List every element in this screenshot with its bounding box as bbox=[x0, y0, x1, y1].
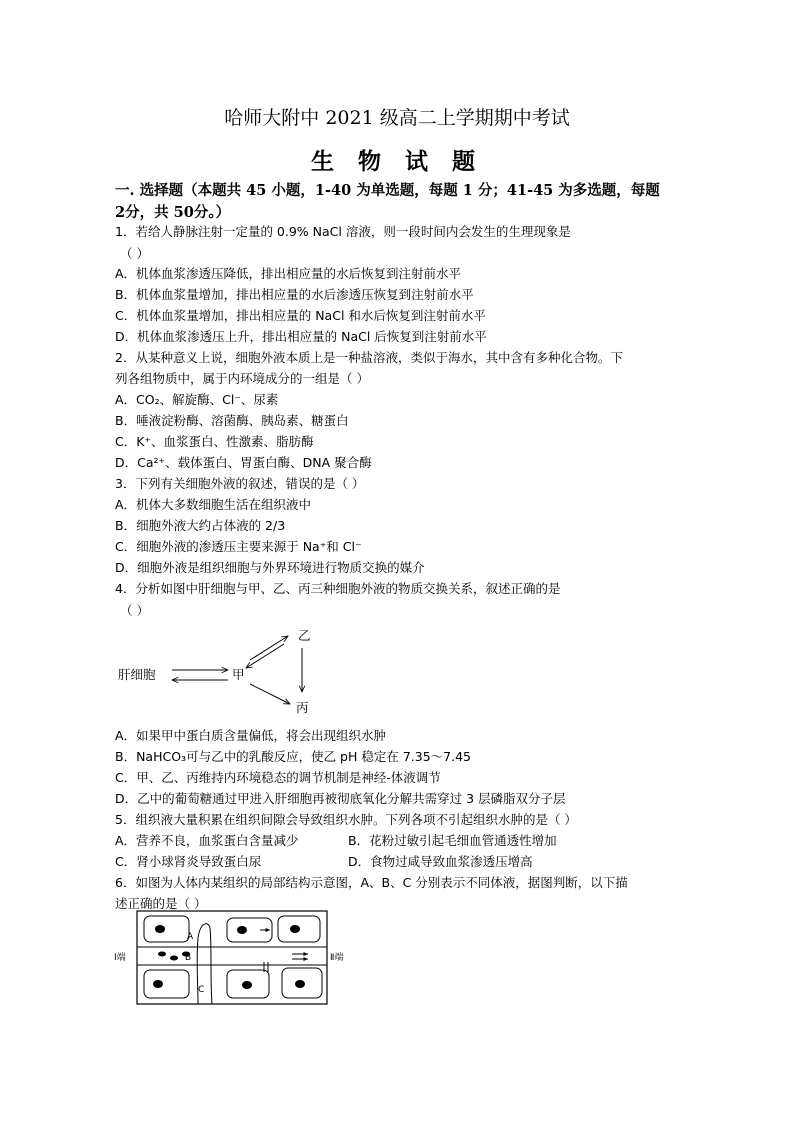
q5-option-b: B．花粉过敏引起毛细血管通透性增加 bbox=[348, 833, 557, 848]
cell-nucleus bbox=[242, 981, 252, 989]
cell-nucleus bbox=[153, 980, 163, 988]
q3-option-c: C．细胞外液的渗透压主要来源于 Na⁺和 Cl⁻ bbox=[115, 539, 362, 554]
q6-tissue-structure-diagram bbox=[112, 908, 362, 1008]
cell-nucleus bbox=[290, 925, 300, 933]
arrow-yi-to-jia bbox=[246, 644, 284, 668]
q4-stem: 4．分析如图中肝细胞与甲、乙、丙三种细胞外液的物质交换关系，叙述正确的是 bbox=[115, 581, 561, 596]
section-heading-line1: 一. 选择题（本题共 45 小题，1-40 为单选题，每题 1 分；41-45 为多选题，每题 bbox=[115, 182, 660, 199]
q3-option-b: B．细胞外液大约占体液的 2/3 bbox=[115, 518, 286, 533]
q2-stem-line1: 2．从某种意义上说，细胞外液本质上是一种盐溶液，类似于海水，其中含有多种化合物。下 bbox=[115, 350, 623, 365]
section-heading-line2: 2分，共 50分。） bbox=[115, 204, 231, 221]
q4-option-d: D．乙中的葡萄糖通过甲进入肝细胞再被彻底氧化分解共需穿过 3 层磷脂双分子层 bbox=[115, 791, 566, 806]
cell-nucleus bbox=[155, 925, 165, 933]
q3-stem: 3．下列有关细胞外液的叙述，错误的是（ ） bbox=[115, 476, 365, 491]
q6-stem-line2: 述正确的是（ ） bbox=[115, 896, 207, 911]
label-bing: 丙 bbox=[296, 700, 309, 715]
arrow-jia-to-yi bbox=[250, 636, 288, 660]
q1-stem: 1．若给人静脉注射一定量的 0.9% NaCl 溶液，则一段时间内会发生的生理现象是 bbox=[115, 224, 571, 239]
q4-fluid-exchange-diagram bbox=[110, 622, 350, 722]
q4-option-a: A．如果甲中蛋白质含量偏低，将会出现组织水肿 bbox=[115, 728, 387, 743]
tissue-cell bbox=[144, 916, 189, 942]
label-b: B bbox=[185, 953, 192, 963]
label-end-i: Ⅰ端 bbox=[114, 953, 126, 963]
q1-option-c: C．机体血浆量增加，排出相应量的 NaCl 和水后恢复到注射前水平 bbox=[115, 308, 486, 323]
q2-option-b: B．唾液淀粉酶、溶菌酶、胰岛素、糖蛋白 bbox=[115, 413, 349, 428]
q4-option-b: B．NaHCO₃可与乙中的乳酸反应，使乙 pH 稳定在 7.35～7.45 bbox=[115, 749, 471, 764]
q1-option-a: A．机体血浆渗透压降低，排出相应量的水后恢复到注射前水平 bbox=[115, 266, 462, 281]
label-yi: 乙 bbox=[298, 628, 311, 643]
exam-subject: 生 物 试 题 bbox=[310, 148, 484, 175]
q6-stem-line1: 6．如图为人体内某组织的局部结构示意图，A、B、C 分别表示不同体液，据图判断，以下描 bbox=[115, 875, 628, 890]
blood-cell bbox=[170, 956, 178, 961]
q4-option-c: C．甲、乙、丙维持内环境稳态的调节机制是神经-体液调节 bbox=[115, 770, 441, 785]
label-end-ii: Ⅱ端 bbox=[330, 953, 344, 963]
q4-answer-blank: （ ） bbox=[120, 603, 149, 618]
q2-option-a: A．CO₂、解旋酶、Cl⁻、尿素 bbox=[115, 392, 279, 407]
label-jia: 甲 bbox=[232, 667, 245, 682]
tissue-cell bbox=[144, 970, 189, 998]
q5-option-d: D．食物过咸导致血浆渗透压增高 bbox=[348, 854, 533, 869]
label-c: C bbox=[198, 985, 205, 995]
label-a: A bbox=[187, 932, 194, 942]
q2-stem-line2: 列各组物质中，属于内环境成分的一组是（ ） bbox=[115, 371, 369, 386]
q3-option-a: A．机体大多数细胞生活在组织液中 bbox=[115, 497, 312, 512]
q3-option-d: D．细胞外液是组织细胞与外界环境进行物质交换的媒介 bbox=[115, 560, 425, 575]
q5-stem: 5．组织液大量积累在组织间隙会导致组织水肿。下列各项不引起组织水肿的是（ ） bbox=[115, 812, 577, 827]
exam-title: 哈师大附中 2021 级高二上学期期中考试 bbox=[224, 107, 570, 129]
blood-cell bbox=[158, 952, 166, 957]
cell-nucleus bbox=[295, 980, 305, 988]
q1-answer-blank: （ ） bbox=[120, 246, 149, 261]
q1-option-b: B．机体血浆量增加，排出相应量的水后渗透压恢复到注射前水平 bbox=[115, 287, 474, 302]
q5-option-a: A．营养不良，血浆蛋白含量减少 bbox=[115, 833, 299, 848]
q2-option-c: C．K⁺、血浆蛋白、性激素、脂肪酶 bbox=[115, 434, 314, 449]
q1-option-d: D．机体血浆渗透压上升，排出相应量的 NaCl 后恢复到注射前水平 bbox=[115, 329, 487, 344]
cell-nucleus bbox=[237, 926, 247, 934]
label-liver-cell: 肝细胞 bbox=[118, 667, 156, 682]
q5-option-c: C．肾小球肾炎导致蛋白尿 bbox=[115, 854, 262, 869]
arrow-jia-to-bing bbox=[250, 684, 290, 704]
q5-options-ab bbox=[115, 832, 557, 850]
tissue-frame bbox=[137, 911, 327, 1004]
q2-option-d: D．Ca²⁺、载体蛋白、胃蛋白酶、DNA 聚合酶 bbox=[115, 455, 372, 470]
q5-options-cd bbox=[115, 853, 533, 871]
